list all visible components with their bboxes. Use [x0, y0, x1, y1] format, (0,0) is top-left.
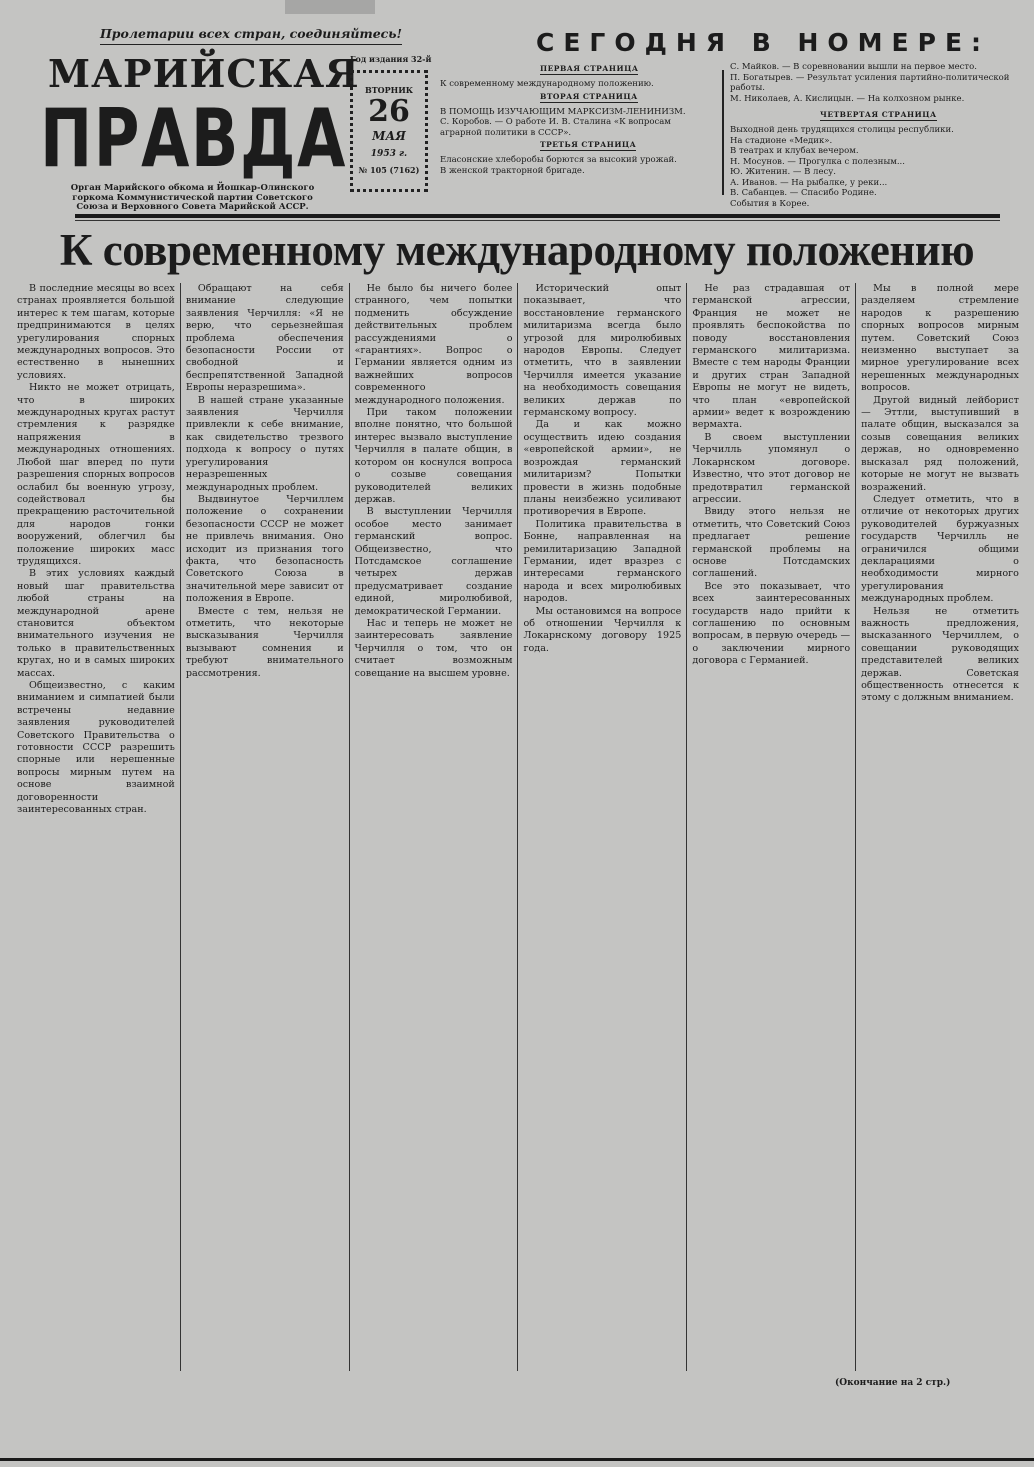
contents-item: К современному международному положению.	[440, 79, 654, 89]
motto: Пролетарии всех стран, соединяйтесь!	[100, 26, 402, 45]
article-paragraph: Ввиду этого нельзя не отметить, что Советский Союз предлагает решение германской проблемы на основе Потсдамских соглашений.	[692, 506, 851, 580]
article-paragraph: При таком положении вполне понятно, что большой интерес вызвало выступление Черчилля в палате общин, в котором он коснулся вопроса о созыве совещания руководителей великих держав.	[354, 407, 513, 505]
contents-right	[730, 62, 1020, 209]
article-paragraph: Выдвинутое Черчиллем положение о сохранении безопасности СССР не может не привлечь внимания. Оно исходит из признания того факта, что безопасность Советского Союза в значительной мере зависит от положения в Европе.	[185, 493, 344, 605]
article-column	[350, 283, 519, 1371]
day: 26	[368, 94, 410, 129]
article-paragraph: Политика правительства в Бонне, направленная на ремилитаризацию Западной Германии, идет вразрез с интересами германского народа и всех миролюбивых народов.	[523, 518, 682, 605]
article-paragraph: Нельзя не отметить важность предложения, высказанного Черчиллем, о совещании руководящих представителей великих держав. Советская общественность отнесется к этому с должным вниманием.	[861, 605, 1019, 704]
article-paragraph: Да и как можно осуществить идею создания «европейской армии», не возрождая германский милитаризм? Попытки провести в жизнь подобные планы неизбежно усиливают противоречия в Европе.	[523, 419, 682, 518]
contents-item: В. Сабанцев. — Спасибо Родине.	[730, 188, 877, 198]
article-paragraph: Следует отметить, что в отличие от некоторых других руководителей буржуазных государств Черчилль не ограничился общими декларациями о необходимости мирного урегулирования международных проблем.	[861, 493, 1019, 605]
article-paragraph: Нас и теперь не может не заинтересовать заявление Черчилля о том, что он считает возможным совещание на высшем уровне.	[354, 617, 513, 679]
article-paragraph: Не было бы ничего более странного, чем попытки подменить обсуждение действительных проблем рассуждениями о «гарантиях». Вопрос о Германии является одним из важнейших вопросов современного международного положения.	[354, 283, 513, 406]
contents-item: М. Николаев, А. Кислицын. — На колхозном рынке.	[730, 93, 965, 104]
footer-rule	[0, 1458, 1034, 1461]
contents-item: А. Иванов. — На рыбалке, у реки...	[730, 177, 888, 188]
article-columns	[12, 283, 1024, 1371]
issue-number: № 105 (7162)	[358, 165, 420, 175]
contents-item: С. Майков. — В соревновании вышли на первое место.	[730, 62, 977, 72]
article-paragraph: Мы в полной мере разделяем стремление народов к разрешению спорных вопросов мирным путем. Советский Союз неизменно выступает за мирное урегулирование всех нерешенных международных вопросов.	[861, 283, 1019, 394]
contents-item: Выходной день трудящихся столицы республики.	[730, 125, 954, 135]
article-paragraph: Мы остановимся на вопросе об отношении Черчилля к Локарнскому договору 1925 года.	[523, 605, 682, 654]
date-box	[350, 70, 428, 192]
contents-item: С. Коробов. — О работе И. В. Сталина «К вопросам аграрной политики в СССР».	[440, 117, 671, 138]
article-paragraph: В выступлении Черчилля особое место занимает германский вопрос. Общеизвестно, что Потсдамское соглашение четырех держав предусматривает создание единой, миролюбивой, демократической Германии.	[354, 506, 513, 617]
article-paragraph: Вместе с тем, нельзя не отметить, что некоторые высказывания Черчилля вызывают сомнения и требуют внимательного рассмотрения.	[185, 605, 344, 679]
publisher-line: Орган Марийского обкома и Йошкар-Олинского горкома Коммунистической партии Советского Союза и Верховного Совета Марийской АССР.	[70, 183, 315, 212]
contents-item: Н. Мосунов. — Прогулка с полезным...	[730, 156, 905, 167]
article-paragraph: Никто не может отрицать, что в широких международных кругах растут стремления к разрядке напряжения в международных отношениях. Любой шаг вперед по пути разрешения спорных вопросов ослабил бы военную угрозу, содействовал бы прекращению расточительной для народов гонки вооружений, облегчил бы положение широких масс трудящихся.	[17, 382, 175, 567]
contents-heading: СЕГОДНЯ В НОМЕРЕ:	[536, 28, 991, 57]
article-headline: К современному международному положению	[59, 225, 975, 275]
contents-item: П. Богатырев. — Результат усиления партийно-политической работы.	[730, 72, 1010, 93]
year-of-issue: Год издания 32-й	[350, 54, 432, 64]
contents-section-title: ВТОРАЯ СТРАНИЦА	[540, 91, 638, 101]
article-paragraph: Обращают на себя внимание следующие заявления Черчилля: «Я не верю, что серьезнейшая проблема обеспечения безопасности России от свободной и беспрепятственной Западной Европы неразрешима».	[185, 283, 344, 394]
article-paragraph: В этих условиях каждый новый шаг правительства любой страны на международной арене становится объектом внимательного изучения не только в правительственных кругах, но и в самых широких массах.	[17, 568, 175, 679]
contents-section-title: ПЕРВАЯ СТРАНИЦА	[540, 64, 639, 73]
header-rule-thin	[75, 220, 1000, 221]
contents-item: На стадионе «Медик».	[730, 135, 833, 146]
article-paragraph: В последние месяцы во всех странах проявляется большой интерес к тем шагам, которые предпринимаются в целях урегулирования спорных международных вопросов. Это естественно в нынешних условиях.	[17, 283, 175, 381]
article-paragraph: В нашей стране указанные заявления Черчилля привлекли к себе внимание, как свидетельство трезвого подхода к вопросу о путях урегулирования неразрешенных международных проблем.	[185, 394, 344, 493]
header-rule	[75, 214, 1000, 218]
article-column	[12, 283, 181, 1371]
article-paragraph: Исторический опыт показывает, что восстановление германского милитаризма всегда было угрозой для миролюбивых народов Европы. Следует отметить, что в заявлении Черчилля имеется указание на необходимость совещания великих держав по германскому вопросу.	[523, 283, 682, 419]
newspaper-title-line1: МАРИЙСКАЯ	[48, 51, 360, 96]
article-column	[181, 283, 350, 1371]
contents-left	[440, 62, 712, 176]
article-paragraph: Другой видный лейборист — Эттли, выступивший в палате общин, высказался за созыв совещания великих держав, но одновременно высказал ряд положений, которые не могут не вызвать возражений.	[861, 394, 1019, 493]
contents-item: В театрах и клубах вечером.	[730, 146, 859, 156]
article-column	[518, 283, 687, 1371]
year: 1953 г.	[370, 149, 408, 159]
contents-item: Ю. Житенин. — В лесу.	[730, 167, 836, 177]
continuation-note: (Окончание на 2 стр.)	[835, 1378, 951, 1388]
weekday: ВТОРНИК	[364, 85, 414, 95]
contents-item: В ПОМОЩЬ ИЗУЧАЮЩИМ МАРКСИЗМ-ЛЕНИНИЗМ.	[440, 106, 686, 117]
newspaper-title-line2: ПРАВДА	[40, 92, 348, 185]
contents-divider	[722, 70, 724, 195]
article-column	[687, 283, 856, 1371]
contents-section-title: ТРЕТЬЯ СТРАНИЦА	[540, 140, 637, 149]
contents-item: Еласонские хлеборобы борются за высокий урожай.	[440, 155, 677, 165]
contents-item: В женской тракторной бригаде.	[440, 165, 585, 176]
month: МАЯ	[372, 129, 406, 143]
article-paragraph: Все это показывает, что всех заинтересованных государств надо прийти к соглашению по основным вопросам, в первую очередь — о заключении мирного договора с Германией.	[692, 580, 851, 667]
article-column	[856, 283, 1024, 1371]
contents-item: События в Корее.	[730, 198, 810, 209]
article-paragraph: Не раз страдавшая от германской агрессии, Франция не может не проявлять беспокойства по поводу восстановления германского милитаризма. Вместе с тем народы Франции и других стран Западной Европы не могут не видеть, что план «европейской армии» ведет к возрождению вермахта.	[692, 283, 851, 431]
archive-stamp	[285, 0, 375, 14]
contents-section-title: ЧЕТВЕРТАЯ СТРАНИЦА	[820, 110, 937, 119]
article-paragraph: В своем выступлении Черчилль упомянул о Локарнском договоре. Известно, что этот договор не предотвратил германской агрессии.	[692, 431, 851, 505]
article-paragraph: Общеизвестно, с каким вниманием и симпатией были встречены недавние заявления руководителей Советского Правительства о готовности СССР разрешить спорные или нерешенные вопросы мирным путем на основе взаимной договоренности заинтересованных стран.	[17, 680, 175, 816]
